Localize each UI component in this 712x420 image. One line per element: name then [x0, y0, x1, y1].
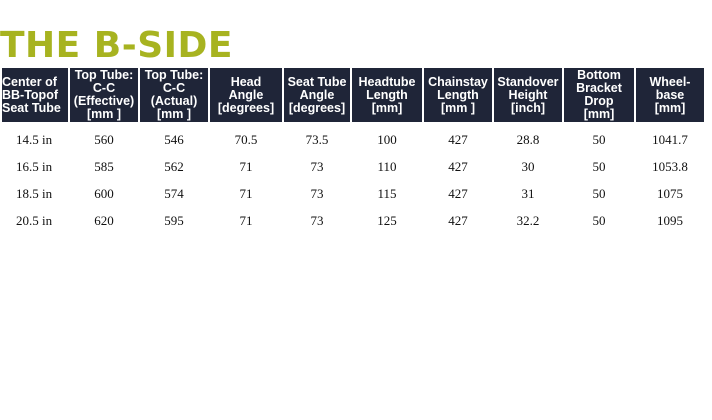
header-top-tube-actual: Top Tube: C-C (Actual) [mm ]	[140, 68, 208, 122]
cell-bb-drop: 50	[592, 131, 606, 147]
cell-standover-height: 28.8	[516, 131, 540, 147]
cell-standover-height: 32.2	[516, 212, 540, 228]
cell-standover-height: 30	[521, 158, 535, 174]
cell-top-tube-effective: 560	[94, 131, 114, 147]
cell-top-tube-actual: 546	[164, 131, 184, 147]
cell-top-tube-actual: 562	[164, 158, 184, 174]
cell-chainstay-length: 427	[448, 131, 468, 147]
cell-top-tube-effective: 620	[94, 212, 114, 228]
cell-top-tube-effective: 600	[94, 185, 114, 201]
header-headtube-length: Headtube Length [mm]	[352, 68, 422, 122]
cell-headtube-length: 115	[377, 185, 397, 201]
cell-standover-height: 31	[521, 185, 535, 201]
cell-top-tube-actual: 595	[164, 212, 184, 228]
cell-top-tube-effective: 585	[94, 158, 114, 174]
cell-wheelbase: 1041.7	[652, 131, 688, 147]
cell-seat-tube-angle: 73.5	[305, 131, 329, 147]
header-wheelbase: Wheel- base [mm]	[636, 68, 704, 122]
cell-head-angle: 70.5	[234, 131, 258, 147]
header-row	[2, 68, 704, 122]
cell-bb-drop: 50	[592, 185, 606, 201]
cell-size: 14.5 in	[16, 131, 53, 147]
cell-size: 16.5 in	[16, 158, 53, 174]
cell-wheelbase: 1053.8	[652, 158, 688, 174]
cell-head-angle: 71	[239, 212, 253, 228]
geometry-table	[0, 68, 706, 234]
cell-seat-tube-angle: 73	[310, 158, 324, 174]
cell-wheelbase: 1095	[657, 212, 683, 228]
cell-seat-tube-angle: 73	[310, 185, 324, 201]
cell-bb-drop: 50	[592, 212, 606, 228]
cell-bb-drop: 50	[592, 158, 606, 174]
cell-headtube-length: 125	[377, 212, 397, 228]
header-chainstay-length: Chainstay Length [mm ]	[424, 68, 492, 122]
cell-headtube-length: 100	[377, 131, 397, 147]
header-top-tube-effective: Top Tube: C-C (Effective) [mm ]	[70, 68, 138, 122]
cell-seat-tube-angle: 73	[310, 212, 324, 228]
cell-headtube-length: 110	[377, 158, 397, 174]
header-seat-tube-angle: Seat Tube Angle [degrees]	[284, 68, 350, 122]
table-row	[2, 207, 704, 234]
cell-size: 18.5 in	[16, 185, 53, 201]
header-size: Center of BB-Topof Seat Tube	[2, 68, 68, 122]
cell-head-angle: 71	[239, 158, 253, 174]
header-bb-drop: Bottom Bracket Drop [mm]	[564, 68, 634, 122]
table-row	[2, 153, 704, 180]
cell-chainstay-length: 427	[448, 158, 468, 174]
cell-head-angle: 71	[239, 185, 253, 201]
cell-size: 20.5 in	[16, 212, 53, 228]
cell-wheelbase: 1075	[657, 185, 683, 201]
page-title: THE B-SIDE	[0, 25, 233, 66]
header-standover-height: Standover Height [inch]	[494, 68, 562, 122]
header-head-angle: Head Angle [degrees]	[210, 68, 282, 122]
cell-chainstay-length: 427	[448, 212, 468, 228]
cell-top-tube-actual: 574	[164, 185, 184, 201]
cell-chainstay-length: 427	[448, 185, 468, 201]
table-row	[2, 122, 704, 153]
table-row	[2, 180, 704, 207]
